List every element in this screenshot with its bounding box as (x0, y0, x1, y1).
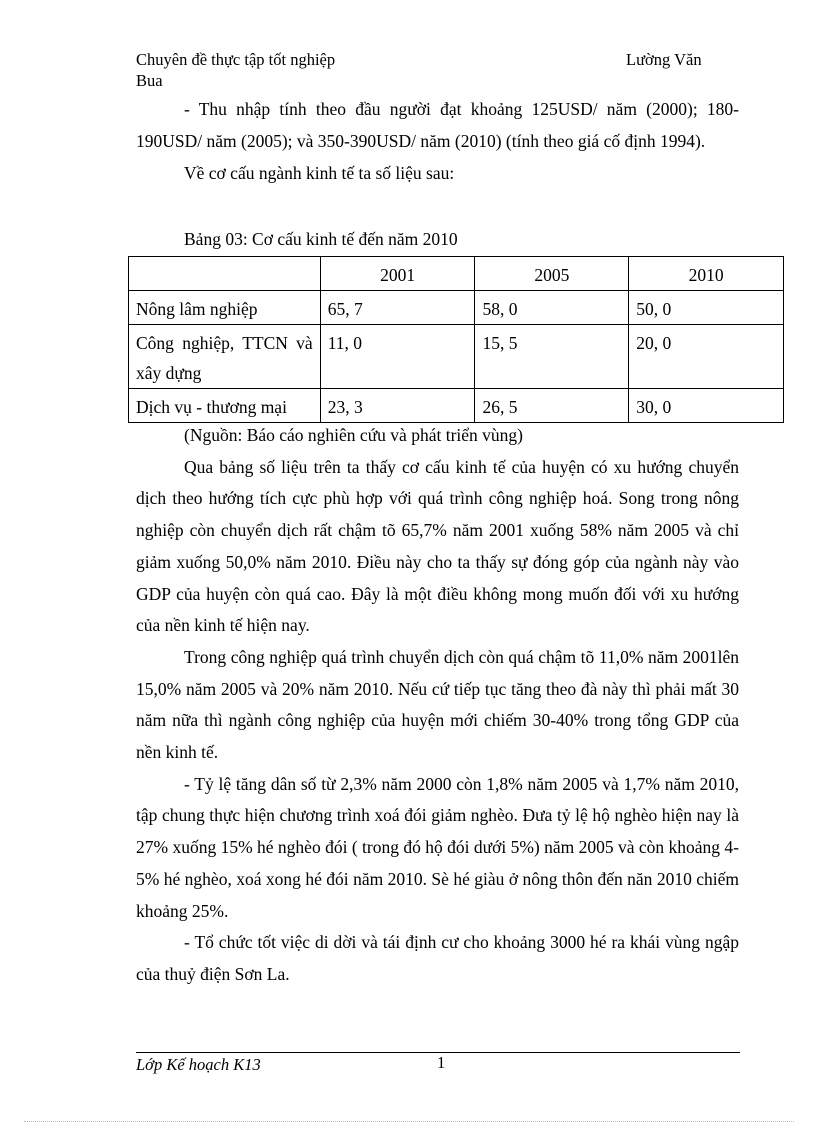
table-row (129, 325, 784, 389)
table-cell: 65, 7 (320, 291, 475, 325)
table-header-cell: 2010 (629, 257, 784, 291)
table-cell: 20, 0 (629, 325, 784, 389)
table-cell: 26, 5 (475, 389, 629, 423)
table-header-row (129, 257, 784, 291)
analysis-paragraph-2: Trong công nghiệp quá trình chuyển dịch còn quá chậm tõ 11,0% năm 2001lên 15,0% năm 2005 và 20% năm 2010. Nếu cứ tiếp tục tăng theo đà này thì phải mất 30 năm nữa thì ngành công nghiệp của huyện mới chiếm 30-40% trong tổng GDP của nền kinh tế. (136, 646, 739, 763)
page-bottom-dotted-border (24, 1121, 794, 1122)
document-title: Chuyên đề thực tập tốt nghiệp (136, 50, 336, 69)
table-row (129, 389, 784, 423)
table-cell: Công nghiệp, TTCN và xây dựng (129, 325, 321, 389)
table-cell: 50, 0 (629, 291, 784, 325)
table-source-note: (Nguồn: Báo cáo nghiên cứu và phát triển vùng) (184, 425, 523, 445)
analysis-section (136, 420, 739, 991)
table-cell: 58, 0 (475, 291, 629, 325)
income-paragraph: - Thu nhập tính theo đầu người đạt khoảng 125USD/ năm (2000); 180-190USD/ năm (2005); và 350-390USD/ năm (2010) (tính theo giá cố định 1994). (136, 99, 739, 151)
table-header-cell: 2001 (320, 257, 475, 291)
table-cell: Dịch vụ - thương mại (129, 389, 321, 423)
table-cell: Nông lâm nghiệp (129, 291, 321, 325)
table-header-cell (129, 257, 321, 291)
table-caption: Bảng 03: Cơ cấu kinh tế đến năm 2010 (184, 229, 458, 249)
author-name: Lường Văn (626, 50, 702, 69)
page-number: 1 (437, 1053, 446, 1072)
table-cell: 11, 0 (320, 325, 475, 389)
footer-class-label: Lớp Kế hoạch K13 (136, 1055, 261, 1074)
economic-structure-table (128, 256, 784, 423)
table-cell: 30, 0 (629, 389, 784, 423)
analysis-paragraph-1: Qua bảng số liệu trên ta thấy cơ cấu kinh tế của huyện có xu hướng chuyển dịch theo hướng tích cực phù hợp với quá trình công nghiệp hoá. Song trong nông nghiệp còn chuyển dịch rất chậm tõ 65,7% năm 2001 xuống 58% năm 2005 và chỉ giảm xuống 50,0% năm 2010. Điều này cho ta thấy sự đóng góp của ngành này vào GDP của huyện còn quá cao. Đây là một điều không mong muốn đối với xu hướng của nền kinh tế hiện nay. (136, 456, 739, 636)
table-header-cell: 2005 (475, 257, 629, 291)
population-paragraph: - Tỷ lệ tăng dân số từ 2,3% năm 2000 còn 1,8% năm 2005 và 1,7% năm 2010, tập chung thực hiện chương trình xoá đói giảm nghèo. Đưa tỷ lệ hộ nghèo hiện nay là 27% xuống 15% hé nghèo đói ( trong đó hộ đói dưới 5%) năm 2005 và còn khoảng 4-5% hé nghèo, xoá xong hé đói năm 2010. Sè hé giàu ở nông thôn đến năn 2010 chiếm khoảng 25%. (136, 773, 739, 921)
author-name-continued: Bua (136, 71, 163, 90)
table-cell: 23, 3 (320, 389, 475, 423)
intro-section (136, 93, 739, 189)
table-cell: 15, 5 (475, 325, 629, 389)
resettlement-paragraph: - Tổ chức tốt việc di dời và tái định cư cho khoảng 3000 hé ra khái vùng ngập của thuỷ điện Sơn La. (136, 932, 739, 984)
structure-lead-paragraph: Về cơ cấu ngành kinh tế ta số liệu sau: (184, 163, 455, 183)
table-row (129, 291, 784, 325)
